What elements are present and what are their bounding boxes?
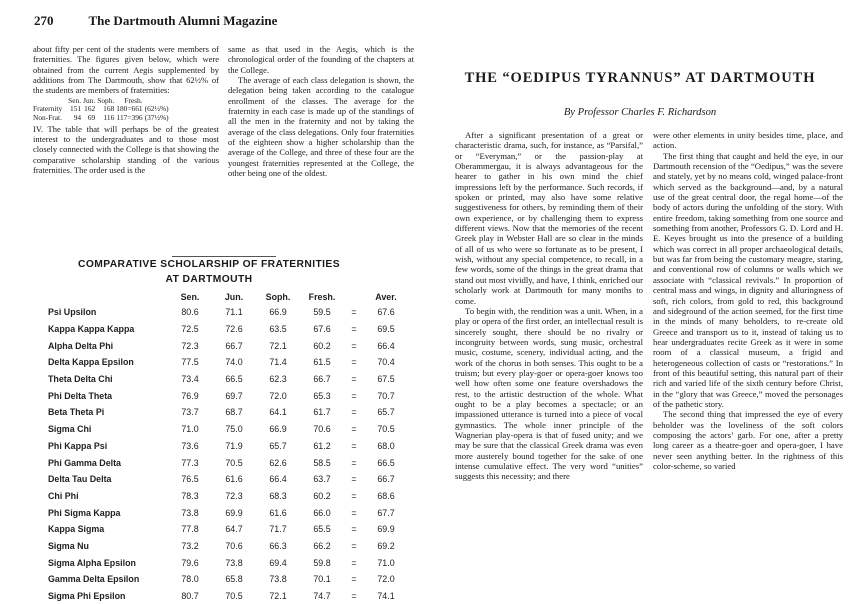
paragraph: After a significant presentation of a great or characteristic drama, such, for instance, as “Parsifal,” or “Everyman,” or the passion-play at Oberammergau, it is always advantageous for the hearer to gather in his own mind the chief impressions left by the performance. Such records, if spoken or printed, may also have some relative suggestiveness for others, by reminding them of their own experience, or by challenging them to express different views. Now that the memories of the recent Greek play in Webster Hall are so clear in the minds of all of us who were so fortunate as to be present, I wish, without any special competence, to recall, in a few words, some of the things in the great drama that stand out most vividly, and have, I think, enriched our scholarly work at Dartmouth for many months to come. bbox=[455, 130, 643, 306]
paragraph: To begin with, the rendition was a unit. When, in a play or opera of the first order, an intellectual result is sincerely sought, there should be no rivalry or incongruity between words, sung music, orchestral music, costume, scenery, individual acting, and the work of the chorus in both senses. This ought to be a truism; but every play-goer or opera-goer knows too well how often some one feature overshadows the rest, to the artistic destruction of the whole. What ought to be a play becomes a spectacle; or an impassioned utterance is turned into a piece of vocal gymnastics. The whole inner principle of the Wagnerian play-opera is that of fused unity; and we may be sure that the classical Greek drama was even more austerely bound together for the sake of one intense cumulative effect. The very word “unities” suggests this necessity; and there bbox=[455, 305, 643, 482]
score-cell: 69.2 bbox=[377, 540, 395, 551]
score-cell: 66.4 bbox=[269, 474, 287, 485]
header-cell: Aver. bbox=[375, 292, 397, 302]
score-cell: 71.4 bbox=[269, 357, 287, 368]
header-cell: Soph. bbox=[97, 95, 115, 105]
fraternity-name: Kappa Sigma bbox=[48, 524, 105, 535]
cell: (37½%) bbox=[144, 112, 169, 122]
score-cell: 80.6 bbox=[181, 307, 199, 318]
membership-table bbox=[33, 97, 171, 123]
header-cell: Jun. bbox=[224, 292, 244, 302]
score-cell: 69.9 bbox=[377, 524, 395, 535]
paragraph: about fifty per cent of the students were members of fraternities. The figures given below, which were obtained from the current Aegis supplemented by additions from The Dartmouth, show that 62½% of the students are members of fraternities: bbox=[33, 44, 219, 96]
fraternity-row bbox=[48, 471, 408, 488]
fraternity-row bbox=[48, 538, 408, 555]
score-cell: 72.3 bbox=[225, 490, 243, 501]
fraternity-name: Sigma Nu bbox=[48, 540, 89, 551]
score-cell: 69.5 bbox=[377, 324, 395, 335]
score-cell: 61.2 bbox=[313, 440, 331, 451]
membership-row bbox=[33, 114, 171, 123]
running-head-left bbox=[34, 13, 412, 29]
score-cell: 69.9 bbox=[225, 507, 243, 518]
fraternity-row bbox=[48, 421, 408, 438]
score-cell: 73.8 bbox=[269, 574, 287, 585]
fraternity-row bbox=[48, 387, 408, 404]
cell: 168 bbox=[103, 104, 115, 114]
score-cell: 67.6 bbox=[377, 307, 395, 318]
fraternity-name: Phi Gamma Delta bbox=[48, 457, 121, 468]
article-title: THE “OEDIPUS TYRANNUS” AT DARTMOUTH bbox=[464, 70, 816, 86]
score-cell: 66.7 bbox=[313, 374, 331, 385]
right-page bbox=[428, 0, 852, 600]
score-cell: 70.5 bbox=[225, 457, 243, 468]
score-cell: 73.7 bbox=[181, 407, 199, 418]
equals-sign: = bbox=[351, 524, 357, 535]
paragraph: were other elements in unity besides time, place, and action. bbox=[653, 130, 843, 151]
score-cell: 77.8 bbox=[181, 524, 199, 535]
score-cell: 66.5 bbox=[225, 374, 243, 385]
score-cell: 80.7 bbox=[181, 591, 199, 602]
equals-sign: = bbox=[351, 457, 357, 468]
fraternity-row bbox=[48, 371, 408, 388]
score-cell: 67.5 bbox=[377, 374, 395, 385]
cell: 116 bbox=[103, 112, 115, 122]
fraternity-row bbox=[48, 404, 408, 421]
byline: By Professor Charles F. Richardson bbox=[563, 107, 717, 118]
score-cell: 67.7 bbox=[377, 507, 395, 518]
score-cell: 73.4 bbox=[181, 374, 199, 385]
score-cell: 63.5 bbox=[269, 324, 287, 335]
equals-sign: = bbox=[351, 490, 357, 501]
score-cell: 67.6 bbox=[313, 324, 331, 335]
equals-sign: = bbox=[351, 474, 357, 485]
page-number: 270 bbox=[34, 13, 54, 28]
score-cell: 72.1 bbox=[269, 591, 287, 602]
fraternity-name: Kappa Kappa Kappa bbox=[48, 324, 135, 335]
score-cell: 79.6 bbox=[181, 557, 199, 568]
score-cell: 61.6 bbox=[269, 507, 287, 518]
paragraph: same as that used in the Aegis, which is the chronological order of the founding of the chapters at the College. bbox=[228, 44, 414, 75]
score-cell: 69.7 bbox=[225, 390, 243, 401]
fraternity-name: Chi Phi bbox=[48, 490, 79, 501]
score-cell: 70.7 bbox=[377, 390, 395, 401]
cell: 117=396 bbox=[116, 112, 143, 122]
fraternity-row bbox=[48, 554, 408, 571]
score-cell: 66.9 bbox=[269, 424, 287, 435]
scholarship-table-title bbox=[44, 257, 374, 287]
equals-sign: = bbox=[351, 540, 357, 551]
header-cell: Sen. bbox=[68, 95, 82, 105]
equals-sign: = bbox=[351, 324, 357, 335]
header-cell: Fresh. bbox=[308, 292, 336, 302]
cell: Non-Frat. bbox=[33, 112, 62, 122]
score-cell: 61.7 bbox=[313, 407, 331, 418]
score-cell: 66.7 bbox=[225, 340, 243, 351]
score-cell: 60.2 bbox=[313, 340, 331, 351]
equals-sign: = bbox=[351, 390, 357, 401]
score-cell: 65.5 bbox=[313, 524, 331, 535]
header-cell bbox=[48, 290, 168, 304]
score-cell: 65.7 bbox=[269, 440, 287, 451]
fraternity-row bbox=[48, 321, 408, 338]
score-cell: 72.0 bbox=[377, 574, 395, 585]
fraternity-name: Phi Sigma Kappa bbox=[48, 507, 121, 518]
scholarship-table bbox=[48, 290, 408, 604]
fraternity-row bbox=[48, 337, 408, 354]
fraternity-name: Sigma Alpha Epsilon bbox=[48, 557, 136, 568]
score-cell: 72.1 bbox=[269, 340, 287, 351]
score-cell: 66.2 bbox=[313, 540, 331, 551]
cell: 69 bbox=[87, 112, 96, 122]
fraternity-name: Theta Delta Chi bbox=[48, 374, 113, 385]
score-cell: 72.6 bbox=[225, 324, 243, 335]
score-cell: 66.5 bbox=[377, 457, 395, 468]
equals-sign: = bbox=[351, 507, 357, 518]
header-cell: Jun. bbox=[83, 95, 96, 105]
header-cell: Sen. bbox=[180, 292, 200, 302]
equals-sign: = bbox=[351, 340, 357, 351]
score-cell: 73.8 bbox=[225, 557, 243, 568]
paragraph: The second thing that impressed the eye of every beholder was the loveliness of the soft colors composing the actors’ garb. For one, after a pretty long career as a theatre-goer and opera-goer, I have never seen anything better. In the rightness of this color-scheme, so varied bbox=[653, 409, 843, 471]
fraternity-row bbox=[48, 504, 408, 521]
score-cell: 73.6 bbox=[181, 440, 199, 451]
score-cell: 71.0 bbox=[181, 424, 199, 435]
score-cell: 62.6 bbox=[269, 457, 287, 468]
score-cell: 77.3 bbox=[181, 457, 199, 468]
score-cell: 68.3 bbox=[269, 490, 287, 501]
cell: 180=661 bbox=[116, 104, 143, 114]
score-cell: 70.4 bbox=[377, 357, 395, 368]
score-cell: 59.8 bbox=[313, 557, 331, 568]
paragraph: The average of each class delegation is shown, the delegation being taken according to the catalogue enrollment of the classes. The average for the fraternity in each case is made up of the standings of all the men in the fraternity and not by taking the average of the class delegations. Only four fraternities of the eighteen show a higher scholarship than the average of the College, and three of these four are the youngest fraternities represented at the College, the other being one of the oldest. bbox=[228, 75, 414, 179]
score-cell: 66.3 bbox=[269, 540, 287, 551]
score-cell: 72.0 bbox=[269, 390, 287, 401]
fraternity-name: Sigma Phi Epsilon bbox=[48, 591, 126, 602]
fraternity-name: Phi Delta Theta bbox=[48, 390, 113, 401]
fraternity-name: Beta Theta Pi bbox=[48, 407, 105, 418]
header-cell: Fresh. bbox=[124, 95, 143, 105]
score-cell: 70.5 bbox=[225, 591, 243, 602]
score-cell: 72.5 bbox=[181, 324, 199, 335]
score-cell: 74.1 bbox=[377, 591, 395, 602]
paragraph: The first thing that caught and held the eye, in our Dartmouth recension of the “Oedipus,” was the severe and stately, yet by no means cold, winged palace-front which served as the background—and, by a natural use of the great central door, the regal home—of the body of actors during the unfolding of the story. With entire freedom, taking something from one source and something from another, Professors G. D. Lord and H. E. Keyes brought us into the presence of a building which was correct in all proper archaeological details, but was far from being the customary meagre, staring, and conventional row of columns or walls which we associate with “classical revivals.” In proportion of central mass and wings, in dignity and alluringness of soft, rich colors, from gold to red, this background and sideground of the action seemed, for the first time in the minds of many beholders, to re-create old Greece and transport us to it, instead of taking us to hear undergraduates recite Greek as it were in some room of a classical museum, a frigid and heterogeneous collection of casts or “restorations.” In front of this beautiful setting, this natural part of their rich and varied life of the sixth century before Christ, in the “glory that was Greece,” moved the personages of the pathetic story. bbox=[653, 150, 843, 409]
score-cell: 75.0 bbox=[225, 424, 243, 435]
score-cell: 78.0 bbox=[181, 574, 199, 585]
cell: Fraternity bbox=[33, 104, 63, 114]
cell: (62½%) bbox=[144, 104, 169, 114]
score-cell: 61.6 bbox=[225, 474, 243, 485]
score-cell: 71.1 bbox=[225, 307, 243, 318]
score-cell: 70.6 bbox=[313, 424, 331, 435]
score-cell: 60.2 bbox=[313, 490, 331, 501]
magazine-title: The Dartmouth Alumni Magazine bbox=[88, 13, 278, 28]
header-cell bbox=[344, 290, 364, 304]
fraternity-row bbox=[48, 354, 408, 371]
fraternity-row bbox=[48, 304, 408, 321]
score-cell: 78.3 bbox=[181, 490, 199, 501]
score-cell: 68.0 bbox=[377, 440, 395, 451]
cell: 151 bbox=[70, 104, 82, 114]
equals-sign: = bbox=[351, 440, 357, 451]
fraternity-name: Sigma Chi bbox=[48, 424, 92, 435]
score-cell: 62.3 bbox=[269, 374, 287, 385]
score-cell: 65.3 bbox=[313, 390, 331, 401]
score-cell: 74.7 bbox=[313, 591, 331, 602]
fraternity-name: Phi Kappa Psi bbox=[48, 440, 108, 451]
table-title-line-1: COMPARATIVE SCHOLARSHIP OF FRATERNITIES bbox=[78, 259, 340, 270]
fraternity-name: Delta Tau Delta bbox=[48, 474, 112, 485]
score-cell: 65.7 bbox=[377, 407, 395, 418]
score-cell: 76.9 bbox=[181, 390, 199, 401]
score-cell: 71.0 bbox=[377, 557, 395, 568]
table-title-line-2: AT DARTMOUTH bbox=[165, 274, 253, 285]
fraternity-name: Delta Kappa Epsilon bbox=[48, 357, 134, 368]
cell: 162 bbox=[84, 104, 96, 114]
cell: 94 bbox=[73, 112, 82, 122]
score-cell: 66.4 bbox=[377, 340, 395, 351]
score-cell: 72.3 bbox=[181, 340, 199, 351]
equals-sign: = bbox=[351, 424, 357, 435]
score-cell: 58.5 bbox=[313, 457, 331, 468]
equals-sign: = bbox=[351, 591, 357, 602]
equals-sign: = bbox=[351, 574, 357, 585]
score-cell: 66.7 bbox=[377, 474, 395, 485]
score-cell: 68.6 bbox=[377, 490, 395, 501]
fraternity-row bbox=[48, 488, 408, 505]
fraternity-row bbox=[48, 438, 408, 455]
score-cell: 66.9 bbox=[269, 307, 287, 318]
paragraph: IV. The table that will perhaps be of the greatest interest to the undergraduates and to those most closely connected with the College is that showing the comparative scholarship standing of the various fraternities. The order used is the bbox=[33, 123, 219, 175]
fraternity-name: Psi Upsilon bbox=[48, 307, 97, 318]
fraternity-row bbox=[48, 571, 408, 588]
score-cell: 61.5 bbox=[313, 357, 331, 368]
scholarship-table-header bbox=[48, 290, 408, 304]
score-cell: 71.9 bbox=[225, 440, 243, 451]
equals-sign: = bbox=[351, 407, 357, 418]
scholarship-table-body bbox=[48, 304, 408, 604]
equals-sign: = bbox=[351, 307, 357, 318]
score-cell: 70.1 bbox=[313, 574, 331, 585]
left-column-2 bbox=[228, 44, 414, 178]
left-column-1 bbox=[33, 44, 219, 175]
fraternity-row bbox=[48, 521, 408, 538]
score-cell: 65.8 bbox=[225, 574, 243, 585]
right-column-1 bbox=[455, 130, 643, 482]
score-cell: 64.7 bbox=[225, 524, 243, 535]
score-cell: 77.5 bbox=[181, 357, 199, 368]
fraternity-row bbox=[48, 454, 408, 471]
score-cell: 66.0 bbox=[313, 507, 331, 518]
score-cell: 64.1 bbox=[269, 407, 287, 418]
score-cell: 69.4 bbox=[269, 557, 287, 568]
score-cell: 68.7 bbox=[225, 407, 243, 418]
equals-sign: = bbox=[351, 357, 357, 368]
score-cell: 70.5 bbox=[377, 424, 395, 435]
score-cell: 70.6 bbox=[225, 540, 243, 551]
score-cell: 73.2 bbox=[181, 540, 199, 551]
score-cell: 71.7 bbox=[269, 524, 287, 535]
left-page bbox=[0, 0, 420, 600]
fraternity-row bbox=[48, 588, 408, 604]
score-cell: 76.5 bbox=[181, 474, 199, 485]
score-cell: 73.8 bbox=[181, 507, 199, 518]
header-cell: Soph. bbox=[265, 292, 291, 302]
equals-sign: = bbox=[351, 374, 357, 385]
fraternity-name: Gamma Delta Epsilon bbox=[48, 574, 140, 585]
right-column-2 bbox=[653, 130, 843, 471]
score-cell: 59.5 bbox=[313, 307, 331, 318]
score-cell: 63.7 bbox=[313, 474, 331, 485]
score-cell: 74.0 bbox=[225, 357, 243, 368]
fraternity-name: Alpha Delta Phi bbox=[48, 340, 114, 351]
equals-sign: = bbox=[351, 557, 357, 568]
